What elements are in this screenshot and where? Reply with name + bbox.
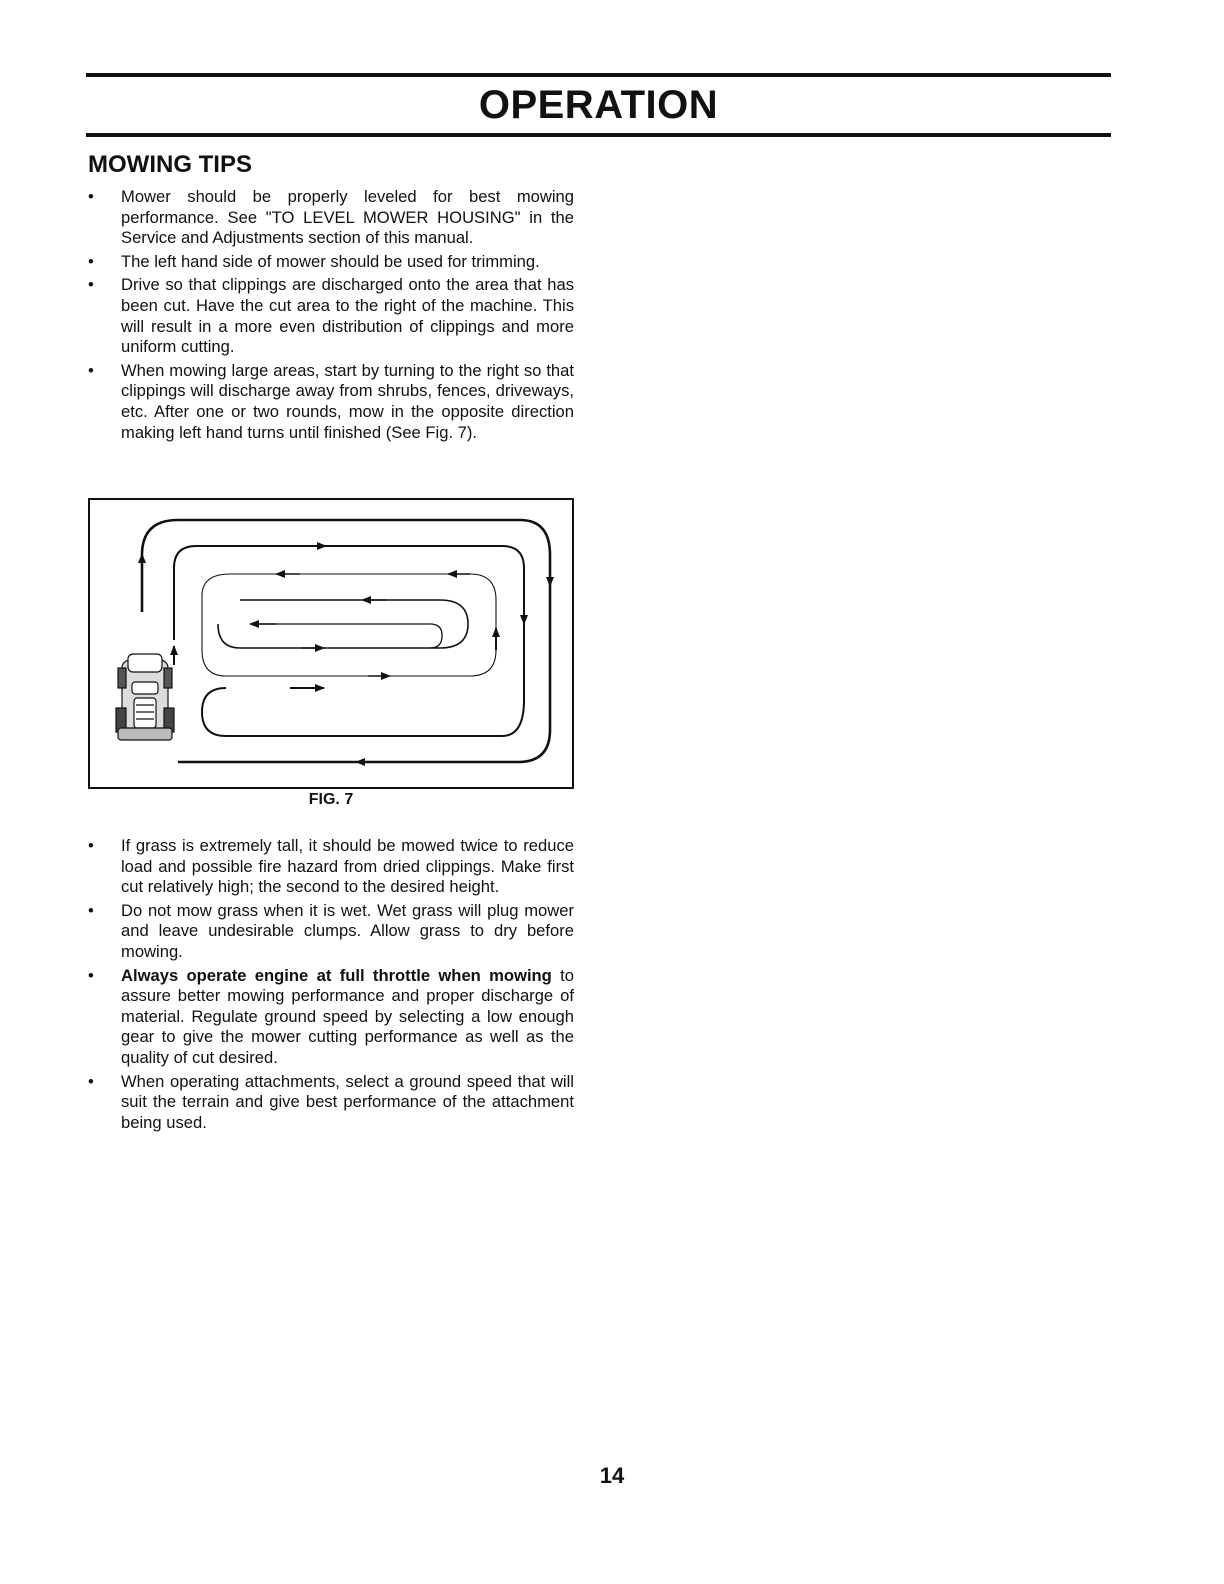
riding-mower-drawing: [116, 654, 174, 740]
figure-caption: FIG. 7: [308, 791, 354, 808]
tip-large-areas: • When mowing large areas, start by turning to the right so that clippings will discharge away from shrubs, fences, driveways, etc. After one or two rounds, mow in the opposite direction making left hand turns until finished (See Fig. 7).: [88, 361, 574, 443]
mowing-pattern-diagram: [90, 500, 572, 787]
tip-level-mower: • Mower should be properly leveled for best mowing performance. See "TO LEVEL MOWER HOUSING" in the Service and Adjustments section of this manual.: [88, 187, 574, 249]
tip-full-throttle-bold: Always operate engine at full throttle when mowing: [121, 965, 552, 985]
third-loop-path: [202, 574, 496, 676]
header-top-rule: [86, 73, 1111, 77]
section-title: MOWING TIPS: [88, 151, 252, 178]
tip-full-throttle-rest: to assure better mowing performance and proper discharge of material. Regulate ground speed by selecting a low enough gear to give the mower cutting performance as well as the quality of cut desired.: [121, 965, 575, 1067]
tip-full-throttle: [88, 966, 574, 1069]
tips-list-bottom: [88, 836, 574, 1136]
tip-attachments: • When operating attachments, select a ground speed that will suit the terrain and give best performance of the attachment being used.: [88, 1072, 574, 1134]
mowing-pattern-figure: [88, 498, 574, 789]
page-title: OPERATION: [478, 83, 719, 127]
tip-left-side-trim: • The left hand side of mower should be used for trimming.: [88, 252, 574, 273]
innermost-loop-path: [256, 624, 442, 648]
tip-wet-grass: • Do not mow grass when it is wet. Wet grass will plug mower and leave undesirable clumps. Allow grass to dry before mowing.: [88, 901, 574, 963]
tip-discharge-direction: • Drive so that clippings are discharged onto the area that has been cut. Have the cut area to the right of the machine. This will result in a more even distribution of clippings and more uniform cutting.: [88, 275, 574, 357]
tips-list-top: [88, 187, 574, 446]
tip-tall-grass: • If grass is extremely tall, it should be mowed twice to reduce load and possible fire hazard from dried clippings. Make first cut relatively high; the second to the desired height.: [88, 836, 574, 898]
header-bottom-rule: [86, 133, 1111, 137]
outer-loop-path: [142, 520, 550, 762]
page-number: 14: [599, 1463, 625, 1488]
